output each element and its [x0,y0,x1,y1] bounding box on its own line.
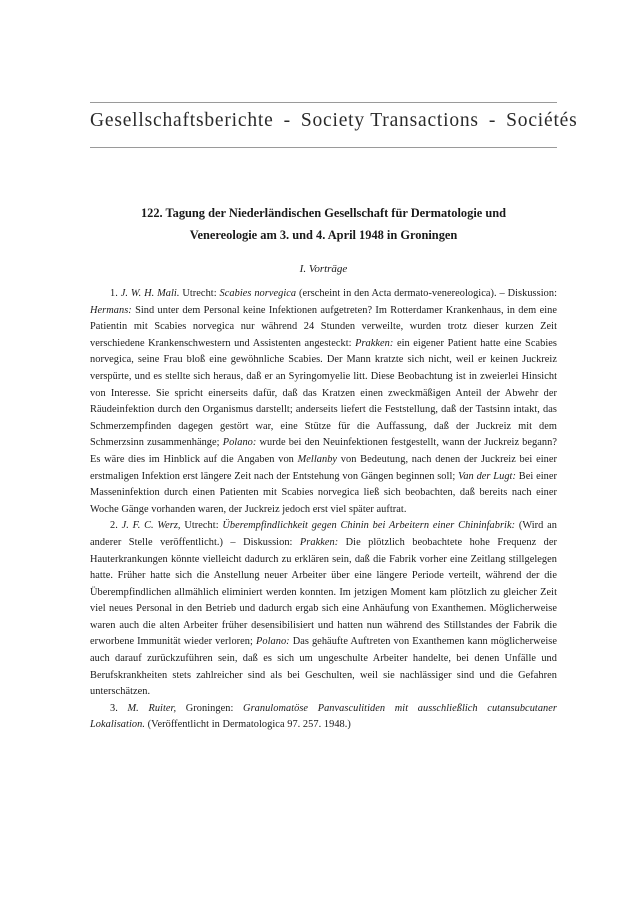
entry-text: von Bedeutung, nach denen der Juckreiz bei einer erstmaligen Infektion erst längere Zeit nach der Entstehung von Gängen beginnen soll; [90,453,557,482]
header-german: Gesellschaftsberichte [90,110,274,131]
header-rule-top [90,102,557,103]
cited-author: Mellanby [297,453,338,465]
article-body [90,286,557,734]
discussant-name: Polano: [222,437,257,449]
discussant-name: Polano: [255,636,290,648]
entry-text: Bei einer Masseninfektion durch einen Patienten mit Scabies norvegica ließ sich beobachten, daß bereits nach einer Woche Gänge vorhanden waren, der Juckreiz jedoch erst viel später auftrat. [90,470,557,515]
author-location: Utrecht: [179,288,220,299]
entry-text: (Veröffentlicht in Dermatologica 97. 257. 1948.) [144,719,351,731]
entry-text: Sind unter dem Personal keine Infektionen aufgetreten? Im Rotterdamer Krankenhaus, in dem eine Patientin mit Scabies norvegica nur während 24 Stunden verweilte, wurden trotz dieser kurzen Zeit verschiedene Krankenschwestern und Assistenten angesteckt: [90,304,557,349]
section-heading: I. Vorträge [299,263,348,275]
entry-text: ein eigener Patient hatte eine Scabies norvegica, seine Frau bloß eine gewöhnliche Scabies. Der Mann kratzte sich nicht, weil er keinen Juckreiz verspürte, und es stellte sich heraus, daß er an Syringomyelie litt. Diese Beobachtung ist in zweierlei Hinsicht von Interesse. Sie spricht einerseits dafür, daß das Kratzen einen zweckmäßigen Anteil der Abwehr der Räudeinfektion durch den Organismus darstellt; anderseits liefert die Feststellung, daß der Tastsinn intakt, das Schmerzempfinden dagegen gestört war, eine Stütze für die Auffassung, daß der Juckreiz mit dem Schmerzsinn zusammenhänge; [90,337,557,449]
discussant-name: Prakken: [299,536,339,548]
meeting-title [100,202,547,246]
header-separator: - [488,110,497,131]
entry-number: 3. [110,702,118,714]
discussant-name: Hermans: [90,304,132,316]
running-header [90,110,578,132]
header-french: Sociétés [506,110,578,131]
talk-entry-2 [90,518,557,701]
entry-number: 1. [110,288,118,299]
entry-text: Die plötzlich beobachtete hohe Frequenz der Hauterkrankungen könnte vielleicht dadurch zu erklären sein, daß die Fabrik vorher eine Zeitlang stillgelegen hatte. Früher hatte sich die Anstellung neuer Arbeiter über eine längere Periode verteilt, während der die Überempfindlichen allmählich eliminiert werden konnten. Im jetzigen Moment kam plötzlich zu gleicher Zeit viel neues Personal in den Betrieb und dadurch ergab sich eine Anhäufung von Exanthemen. Möglicherweise waren auch die alten Arbeiter früher desensibilisiert und hatten nun während des Stillstandes der Fabrik die erworbene Immunität wieder verloren; [90,536,557,648]
author-name: J. F. C. Werz, [121,520,181,532]
entry-number: 2. [110,520,118,532]
talk-entry-1 [90,286,557,518]
discussant-name: Prakken: [355,337,394,349]
header-english: Society Transactions [300,110,479,131]
entry-text: (Wird an anderer Stelle veröffentlicht.) – Diskussion: [90,520,558,548]
header-separator: - [283,110,291,131]
meeting-title-line-1: 122. Tagung der Niederländischen Gesellschaft für Dermatologie und [140,206,507,220]
talk-topic: Scabies norvegica [219,288,297,299]
author-name: J. W. H. Mali. [120,288,180,299]
author-location: Utrecht: [180,520,223,532]
discussant-name: Van der Lugt: [458,470,516,482]
entry-text: Das gehäufte Auftreten von Exanthemen kann möglicherweise auch darauf zurückzuführen sein, daß es sich um ungeschulte Arbeiter handelte, bei denen Unfälle und Berufskrankheiten stets zahlreicher sind als bei Geschulten, weil sie nachlässiger sind und die Gefahren unterschätzen. [90,636,557,698]
talk-topic: Überempfindlichkeit gegen Chinin bei Arbeitern einer Chininfabrik: [222,520,516,532]
author-name: M. Ruiter, [127,702,177,714]
header-rule-bottom [90,147,557,148]
talk-topic: Granulomatöse Panvasculitiden mit ausschließlich cutansubcutaner Lokalisation. [90,702,557,731]
meeting-title-line-2: Venereologie am 3. und 4. April 1948 in Groningen [189,228,458,242]
entry-text: (erscheint in den Acta dermato-venereologica). – Diskussion: [296,288,557,299]
entry-text: wurde bei den Neuinfektionen festgestellt, wann der Juckreiz begann? Es wäre dies im Hinblick auf die Angaben von [90,437,557,465]
talk-entry-3 [90,701,557,734]
author-location: Groningen: [176,702,244,714]
